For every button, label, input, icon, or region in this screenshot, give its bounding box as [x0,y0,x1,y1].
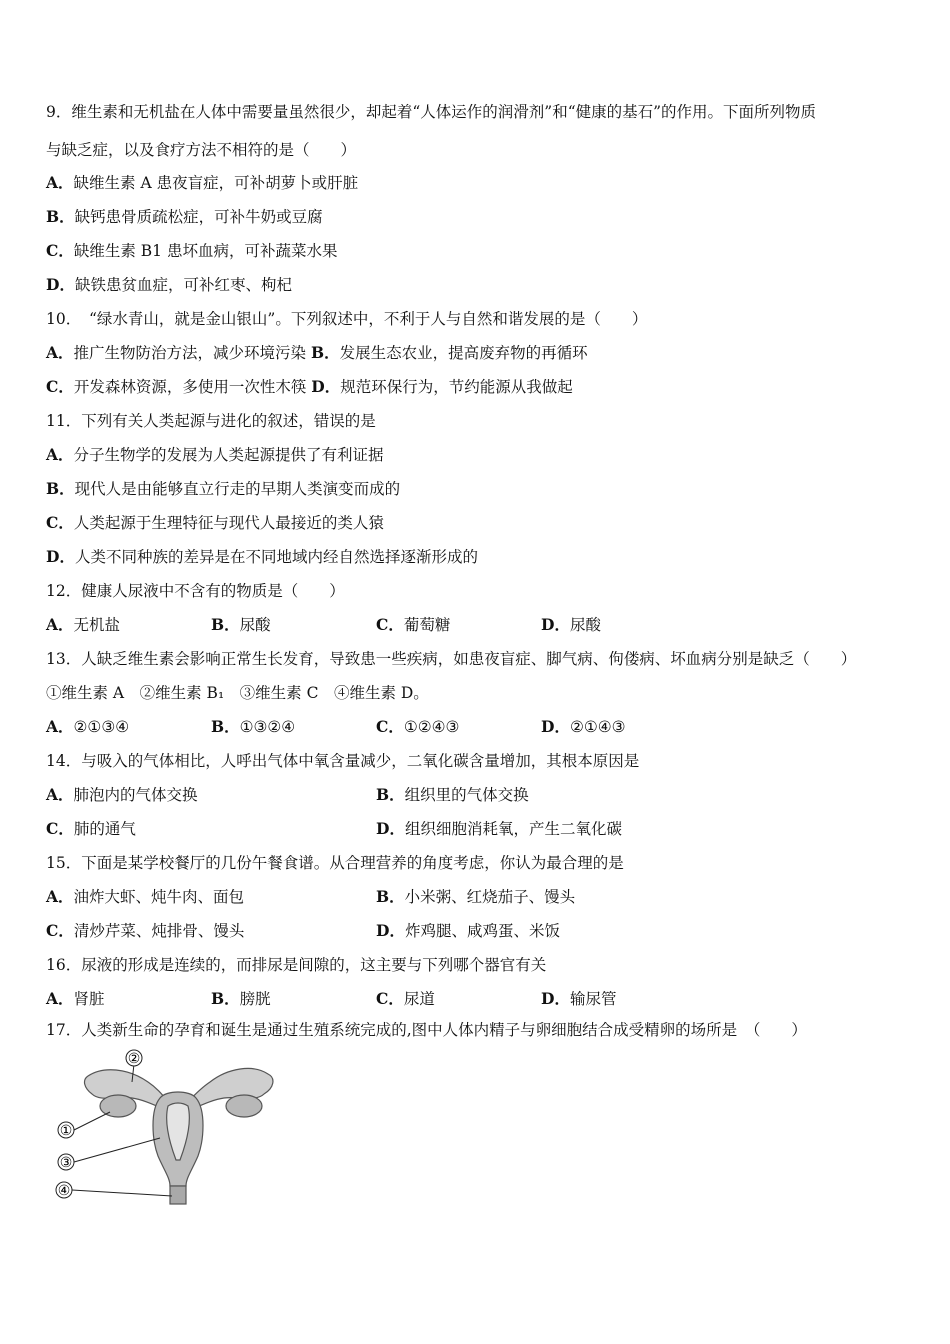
q9-option-c [46,241,337,261]
option-text: 现代人是由能够直立行走的早期人类演变而成的 [74,480,401,498]
q15-option-d [376,921,560,941]
option-letter: A． [46,989,74,1008]
q15-option-c [46,921,244,941]
q13-stem: 13．人缺乏维生素会影响正常生长发育，导致患一些疾病，如患夜盲症、脚气病、佝偻病、坏血病分别是缺乏（ ） [46,650,857,668]
q13-option-b [211,717,295,737]
female-reproductive-system-diagram [48,1048,308,1218]
q14-option-a [46,785,198,805]
q9-stem-line1: 9．维生素和无机盐在人体中需要量虽然很少，却起着“人体运作的润滑剂”和“健康的基石”的作用。下面所列物质 [46,103,817,121]
q11-option-c [46,513,384,533]
reproductive-organs-drawing [85,1068,273,1204]
option-text: 肾脏 [73,990,105,1008]
q14-stem: 14．与吸入的气体相比，人呼出气体中氧含量减少，二氧化碳含量增加，其根本原因是 [46,752,640,770]
option-letter: B． [211,989,240,1008]
q16-option-b [211,989,271,1009]
q15-option-b [376,887,575,907]
option-text: 尿酸 [239,616,271,634]
option-letter: D． [541,717,570,736]
option-letter: B． [211,615,240,634]
q10-option-d: 规范环保行为，节约能源从我做起 [340,378,573,396]
option-letter: C． [46,377,74,396]
q12-option-c [376,615,450,635]
option-letter: A． [46,887,74,906]
option-text: 组织细胞消耗氧，产生二氧化碳 [404,820,622,838]
option-text: 肺的通气 [73,820,136,838]
q11-option-b [46,479,400,499]
option-letter: A． [46,717,74,736]
option-letter: C． [376,717,404,736]
option-text: 小米粥、红烧茄子、馒头 [404,888,576,906]
option-text: 输尿管 [569,990,617,1008]
option-text: 缺铁患贫血症，可补红枣、枸杞 [74,276,292,294]
option-text: ①②④③ [403,718,460,736]
option-text: 人类不同种族的差异是在不同地域内经自然选择逐渐形成的 [74,548,478,566]
option-letter: D． [541,615,570,634]
fig-label-2: ② [127,1051,141,1067]
q16-option-c [376,989,435,1009]
option-text: 组织里的气体交换 [404,786,529,804]
q15-option-a [46,887,244,907]
q11-option-a [46,445,384,465]
q13-option-c [376,717,459,737]
option-letter: C． [376,615,404,634]
q11-stem: 11．下列有关人类起源与进化的叙述，错误的是 [46,412,376,430]
q9-option-a [46,173,358,193]
option-text: ②①④③ [569,718,626,736]
fig-label-3: ③ [59,1155,73,1171]
q16-option-d [541,989,616,1009]
option-text: 无机盐 [73,616,121,634]
q9-stem-line2: 与缺乏症，以及食疗方法不相符的是（ ） [46,141,357,159]
option-letter: A． [46,615,74,634]
option-letter: D． [311,377,341,396]
option-letter: A． [46,173,74,192]
q14-option-d [376,819,622,839]
option-text: 炸鸡腿、咸鸡蛋、米饭 [404,922,560,940]
q12-option-d [541,615,601,635]
option-letter: B． [211,717,240,736]
option-text: 缺维生素 B1 患坏血病，可补蔬菜水果 [73,242,338,260]
q17-stem: 17．人类新生命的孕育和诞生是通过生殖系统完成的,图中人体内精子与卵细胞结合成受精卵的场所是 （ ） [46,1021,807,1039]
option-text: 肺泡内的气体交换 [73,786,198,804]
option-letter: C． [46,513,74,532]
q16-option-a [46,989,105,1009]
option-letter: C． [46,921,74,940]
q10-options-ab [46,343,588,363]
option-letter: D． [376,819,405,838]
option-text: 分子生物学的发展为人类起源提供了有利证据 [73,446,384,464]
option-letter: D． [46,547,75,566]
option-letter: A． [46,785,74,804]
option-text: 葡萄糖 [403,616,451,634]
q13-items: ①维生素 A ②维生素 B₁ ③维生素 C ④维生素 D。 [46,684,429,702]
option-letter: D． [46,275,75,294]
option-text: 人类起源于生理特征与现代人最接近的类人猿 [73,514,384,532]
q9-option-b [46,207,323,227]
option-text: 尿酸 [569,616,601,634]
option-letter: C． [46,819,74,838]
fig-label-1: ① [59,1123,73,1139]
q13-option-a [46,717,129,737]
q10-option-c: 开发森林资源，多使用一次性木筷 [73,378,307,396]
q9-option-d [46,275,292,295]
option-text: 缺钙患骨质疏松症，可补牛奶或豆腐 [74,208,323,226]
option-letter: A． [46,445,74,464]
option-text: ②①③④ [73,718,130,736]
option-text: 尿道 [403,990,435,1008]
option-letter: B． [376,785,405,804]
option-letter: B． [310,343,340,362]
option-letter: D． [541,989,570,1008]
q15-stem: 15．下面是某学校餐厅的几份午餐食谱。从合理营养的角度考虑，你认为最合理的是 [46,854,624,872]
option-letter: B． [46,479,75,498]
option-text: 缺维生素 A 患夜盲症，可补胡萝卜或肝脏 [73,174,359,192]
option-text: 清炒芹菜、炖排骨、馒头 [73,922,245,940]
fig-label-4: ④ [57,1183,71,1199]
option-letter: A． [46,343,74,362]
option-letter: C． [46,241,74,260]
option-letter: B． [376,887,405,906]
q13-option-d [541,717,626,737]
q12-stem: 12．健康人尿液中不含有的物质是（ ） [46,582,345,600]
q10-options-cd [46,377,573,397]
q11-option-d [46,547,478,567]
option-text: 油炸大虾、炖牛肉、面包 [73,888,245,906]
option-letter: D． [376,921,405,940]
q12-option-a [46,615,120,635]
q14-option-b [376,785,529,805]
q14-option-c [46,819,136,839]
option-text: ①③②④ [239,718,296,736]
q10-option-b: 发展生态农业，提高废弃物的再循环 [339,344,588,362]
option-letter: C． [376,989,404,1008]
q10-stem: 10． “绿水青山，就是金山银山”。下列叙述中，不利于人与自然和谐发展的是（ ） [46,310,648,328]
option-text: 膀胱 [239,990,271,1008]
q12-option-b [211,615,271,635]
option-letter: B． [46,207,75,226]
q16-stem: 16．尿液的形成是连续的，而排尿是间隙的，这主要与下列哪个器官有关 [46,956,547,974]
q10-option-a: 推广生物防治方法，减少环境污染 [73,344,307,362]
